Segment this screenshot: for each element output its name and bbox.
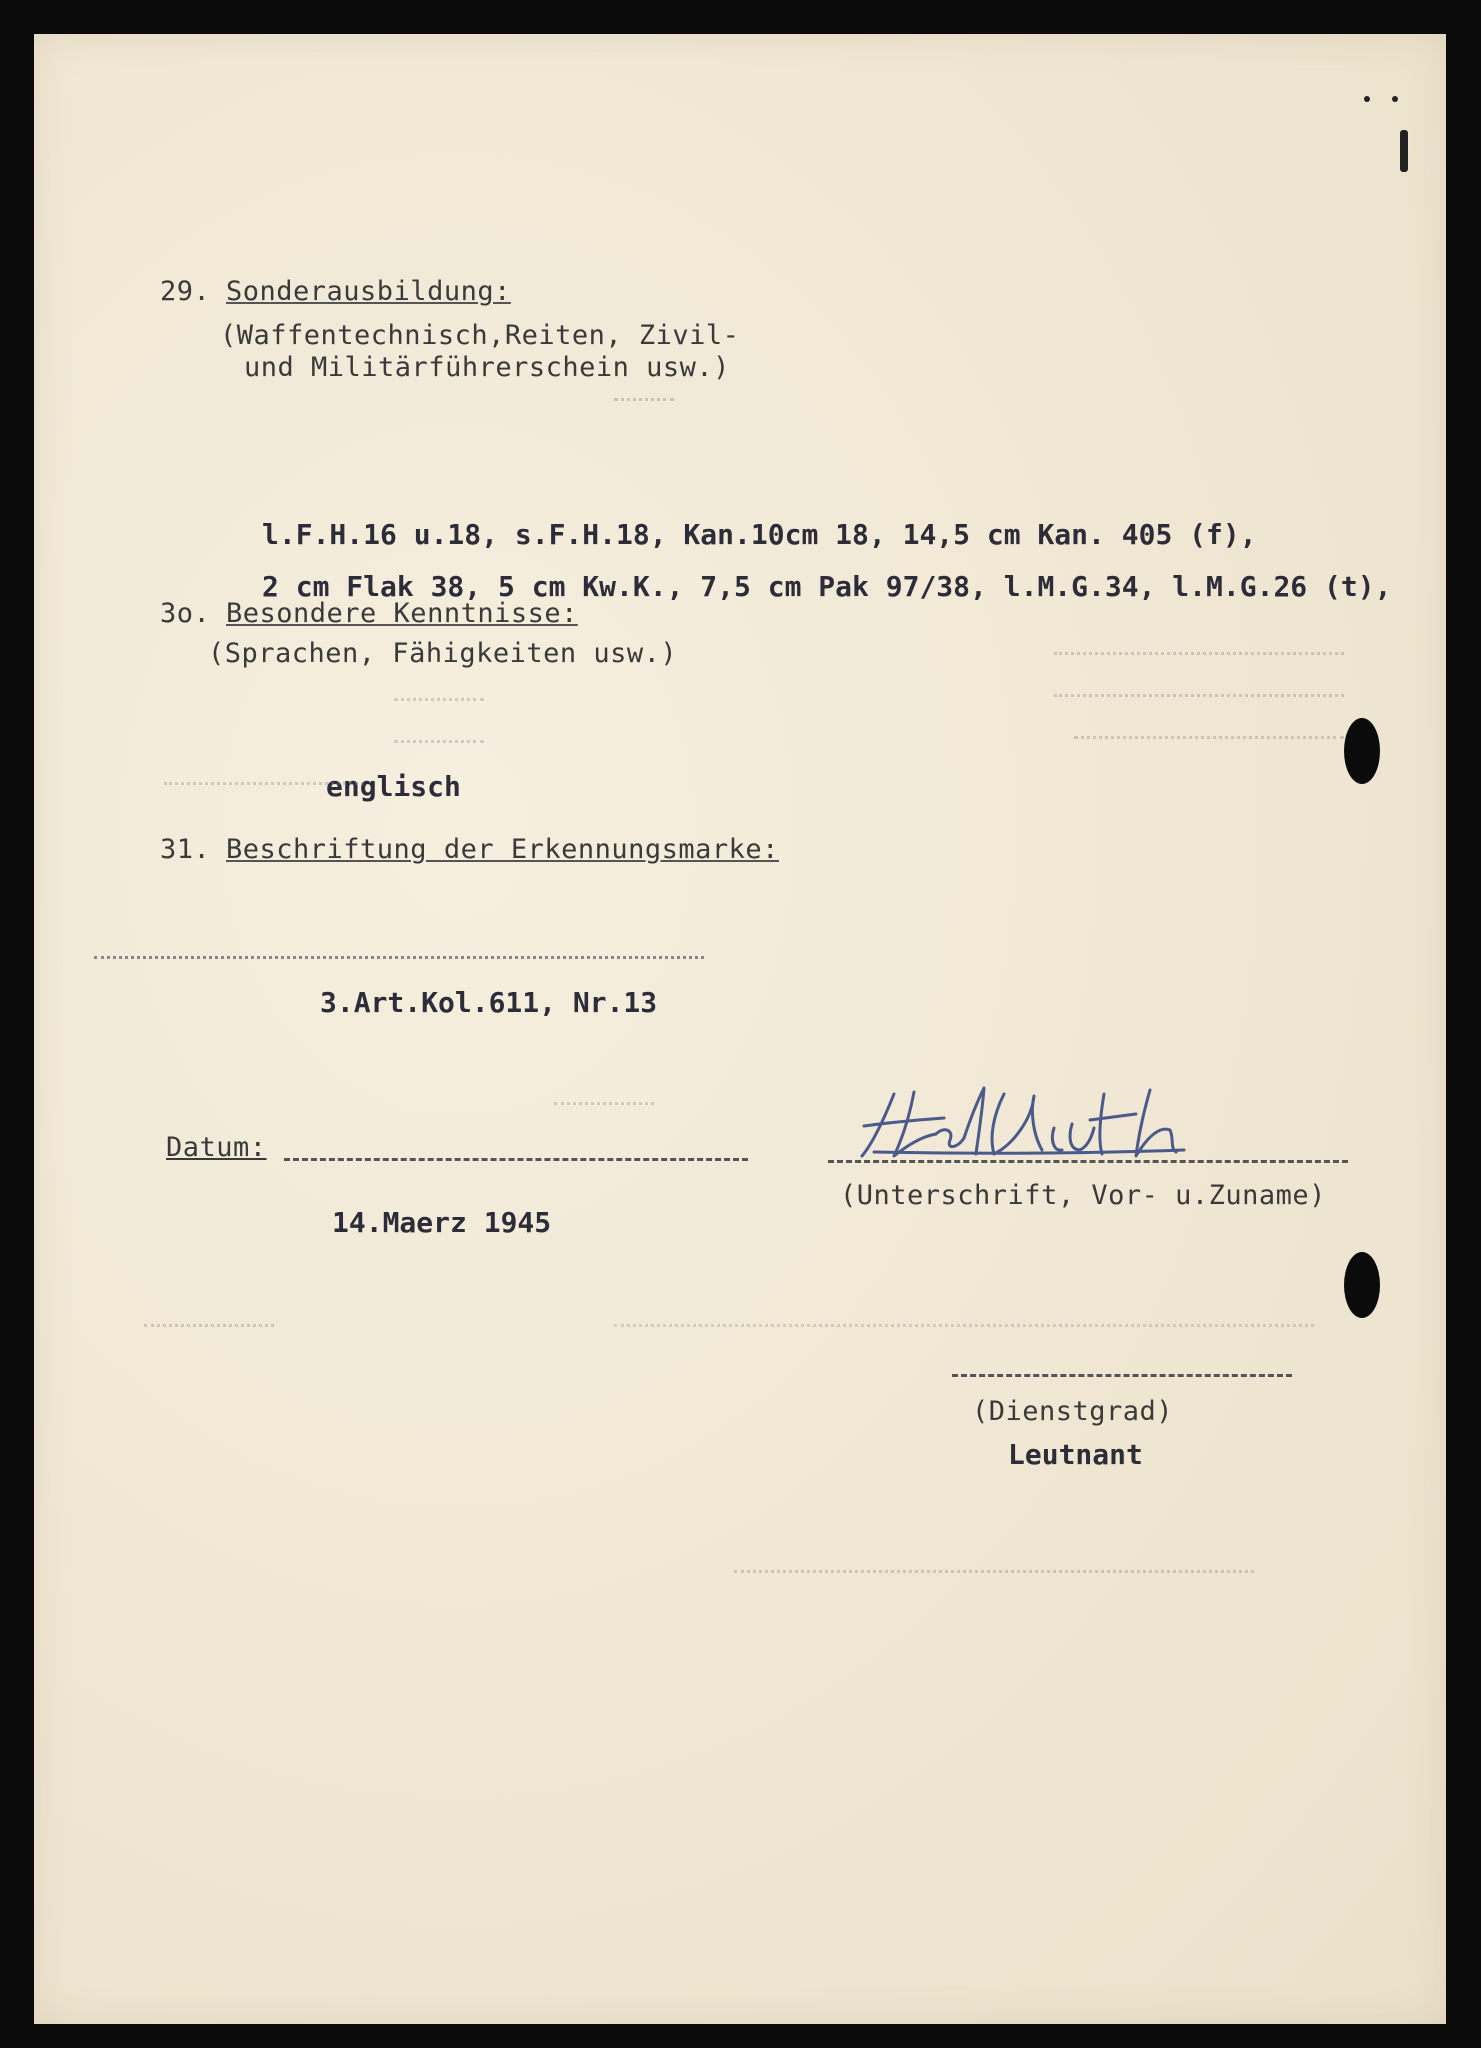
section-29-number: 29.: [160, 276, 211, 307]
date-label: Datum:: [166, 1132, 267, 1163]
dots: [1054, 652, 1344, 655]
punch-hole-lower: [1344, 1252, 1380, 1318]
section-29-entry-line2: 2 cm Flak 38, 5 cm Kw.K., 7,5 cm Pak 97/38, l.M.G.34, l.M.G.26 (t),: [262, 570, 1392, 603]
section-30-entry: englisch: [326, 770, 461, 803]
dots: [144, 1324, 274, 1327]
section-31-dotted-line: [94, 956, 704, 959]
document-page: [34, 34, 1446, 2024]
rank-dashed-line: [952, 1374, 1292, 1377]
section-29-entry-line1: l.F.H.16 u.18, s.F.H.18, Kan.10cm 18, 14,5 cm Kan. 405 (f),: [262, 518, 1257, 551]
section-30-number: 3o.: [160, 598, 211, 629]
signature-dashed-line: [828, 1160, 1348, 1163]
dots: [734, 1570, 1254, 1573]
rank-caption: (Dienstgrad): [972, 1396, 1174, 1427]
section-31-title: Beschriftung der Erkennungsmarke:: [226, 834, 779, 865]
section-30-title: Besondere Kenntnisse:: [226, 598, 578, 629]
dots: [1074, 736, 1344, 739]
date-dashed-line: [284, 1158, 748, 1161]
section-29-hint-line1: (Waffentechnisch,Reiten, Zivil-: [220, 320, 740, 351]
rank-value: Leutnant: [1008, 1438, 1143, 1471]
speck: [1392, 96, 1398, 102]
speck: [1364, 96, 1370, 102]
dots: [394, 740, 484, 743]
dots: [394, 698, 484, 701]
signature-caption: (Unterschrift, Vor- u.Zuname): [840, 1180, 1326, 1211]
dots: [1054, 694, 1344, 697]
handwritten-signature-image: [854, 1074, 1314, 1164]
dots: [614, 1324, 1314, 1327]
section-31-number: 31.: [160, 834, 211, 865]
section-29-title: Sonderausbildung:: [226, 276, 511, 307]
section-29-hint-line2: und Militärführerschein usw.): [244, 352, 730, 383]
dots: [614, 398, 674, 401]
dots: [164, 782, 364, 785]
section-31-entry: 3.Art.Kol.611, Nr.13: [320, 986, 658, 1019]
punch-hole-upper: [1344, 718, 1380, 784]
speck: [1400, 130, 1408, 172]
dots: [554, 1102, 654, 1105]
date-value: 14.Maerz 1945: [332, 1206, 552, 1239]
section-30-hint: (Sprachen, Fähigkeiten usw.): [208, 638, 678, 669]
